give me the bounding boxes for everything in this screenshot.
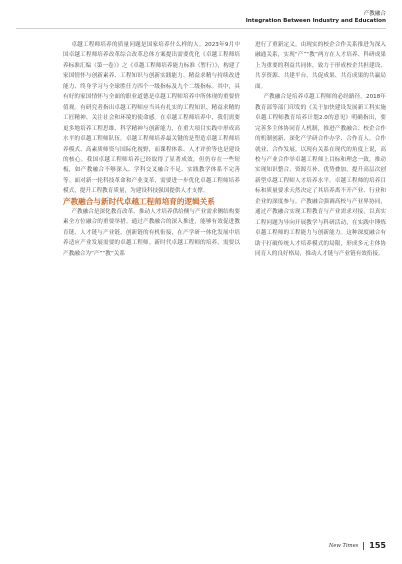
body-paragraph: 卓越工程师培养的质量问题是国家培养什么样的人。2023年9月中国卓越工程师培养改革综合改革总体方案提出需要优化《卓越工程师培养标准汇编（第一卷）》之《卓越工程师培养能力标准（暂行）》，构建了家国情怀与创新素养、工程知识与创新实践能力、精益求精与持续改进能力、终身学习与全球胜任力四个一级指标及九个二级指标。其中，具有好的家国情怀与全面的职业道德是卓越工程师培养中所体现的重要价值观。有研究者指出卓越工程师应当具有扎实的工程知识、精益求精的工匠精神、关注社会和环境的使命感。在卓越工程师培养中，我们需要更多地培养工程思维、科学精神与创新能力，在重大项目实践中形成高水平的卓越工程师队伍。卓越工程师培养最关键的是塑造卓越工程师培养模式、高素质师资与国际化视野，而课程体系、人才评价等也是建设的核心。我国卓越工程师培养已经取得了显著成效，但仍存在一些短板，如产教融合不够深入、学科交叉融合不足、实践教学体系不完善等。面对新一轮科技革命和产业变革，需要进一步优化卓越工程师培养模式，提升工程教育质量，为建设科技强国提供人才支撑。 [63, 42, 240, 195]
journal-name: New Times [328, 542, 359, 549]
page-number: 155 [369, 541, 386, 550]
right-column [255, 40, 386, 260]
footer-divider [363, 542, 364, 550]
section-heading: 产教融合与新时代卓越工程师培育的逻辑关系 [63, 196, 215, 206]
section-subtitle: Integration Between Industry and Education [245, 18, 386, 24]
body-paragraph: 产教融合是培养卓越工程师的必经路径。2018年教育部等部门印发的《关于加快建设发展新工科实施卓越工程师教育培养计划2.0的意见》明确指出，要完善多主体协同育人机制，推进产教融合、校企合作的机制创新，深化产学研合作办学、合作育人、合作就业、合作发展。以现有关系在现代的角度上说，高校与产业合作举卓越工程师上目标和理念一致，推动实现知识整合、资源互补、优势叠加，提升高层次创新型卓越工程师人才培养水平。卓越工程师的培养目标和质量要求天然决定了其培养离不开产业、行业和企业的深度参与。产教融合强调高校与产业界协同，通过产教融合实现工程教育与产业需求对接，以真实工程问题为导向开展教学与科研活动，在实践中锤炼卓越工程师的工程能力与创新能力。这种深度融合有助于打破传统人才培养模式的局限，形成多元主体协同育人的良好格局，推动人才链与产业链有效衔接。 [255, 94, 386, 258]
header-divider [16, 28, 386, 29]
page-header [246, 11, 386, 25]
left-column [63, 40, 240, 259]
page-footer [329, 541, 386, 550]
body-paragraph: 产教融合是深化教育改革、推动人才培养供给侧与产业需求侧结构要素全方位融合的重要举措。通过产教融合的深入推进，能够有效促进教育链、人才链与产业链、创新链的有机衔接，在产学研一体化发展中培养适应产业发展需要的卓越工程师。新时代卓越工程师的培养，需要以产教融合为“产”“教”关系 [63, 208, 240, 257]
section-title: 产教融合 [363, 11, 386, 17]
body-paragraph: 进行了重新定义。由现实的校企合作关系推进为深入融通关系，实现“产”“教”两方在人才培养、科研成果上为重要的利益共同体，致力于形成校企共担建设、共享资源、共建平台、共促成果、共育成果的共赢局面。 [255, 42, 386, 90]
